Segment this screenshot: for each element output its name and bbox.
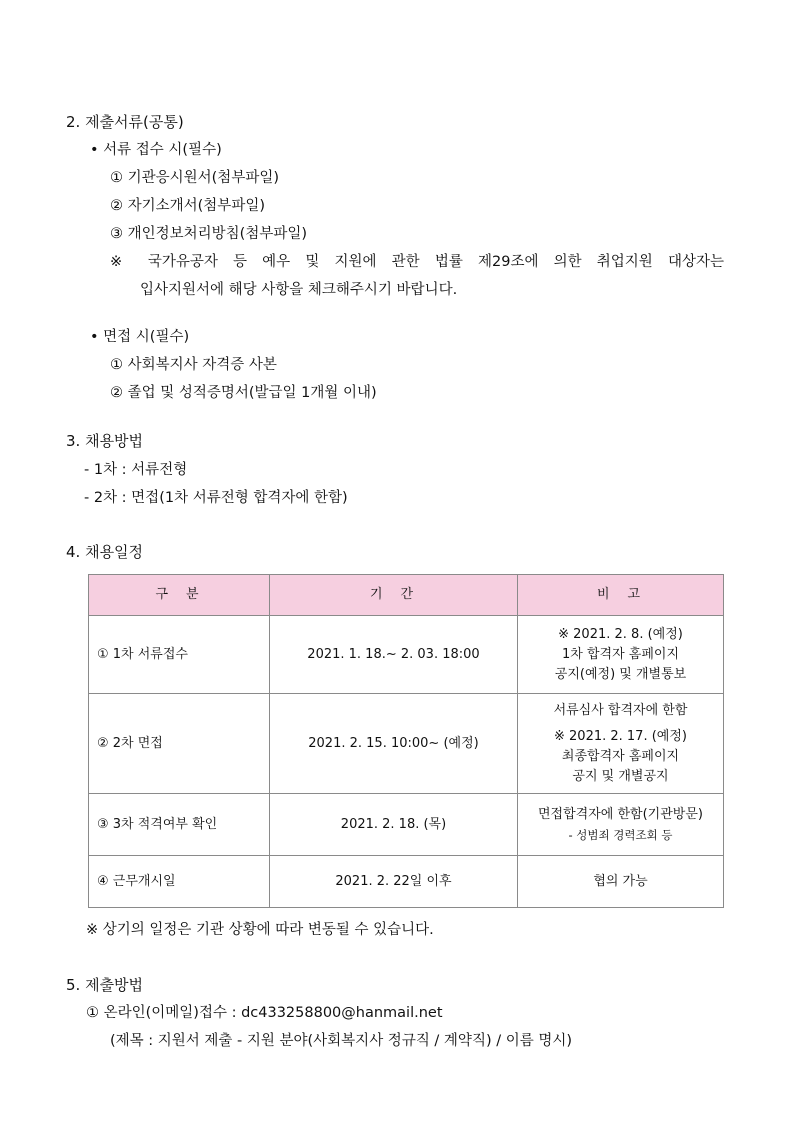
remark-line: 1차 합격자 홈페이지 [562,646,679,662]
step-cell: ② 2차 면접 [89,694,270,794]
section-5-heading: 5. 제출방법 [66,976,144,994]
remarks-cell [518,694,724,794]
remark-line: 협의 가능 [593,873,648,889]
list-item: ② 졸업 및 성적증명서(발급일 1개월 이내) [110,385,377,401]
list-item: - 1차 : 서류전형 [84,462,188,478]
remarks-cell [518,616,724,694]
column-header: 구분 [89,575,270,616]
remarks-cell [518,856,724,908]
period-cell: 2021. 2. 18. (목) [270,794,518,856]
online-submission-item: ① 온라인(이메일)접수 : dc433258800@hanmail.net [86,1005,443,1021]
period-cell: 2021. 2. 15. 10:00~ (예정) [270,694,518,794]
remark-line: ※ 2021. 2. 8. (예정) [558,626,683,642]
table-row [89,794,724,856]
period-cell: 2021. 2. 22일 이후 [270,856,518,908]
schedule-footnote: ※ 상기의 일정은 기관 상황에 따라 변동될 수 있습니다. [86,922,434,938]
step-cell: ① 1차 서류접수 [89,616,270,694]
remark-line: 면접합격자에 한함(기관방문) [538,806,703,822]
section-3-heading: 3. 채용방법 [66,432,144,450]
email-subject-instruction: (제목 : 지원서 제출 - 지원 분야(사회복지사 정규직 / 계약직) / 이름 명시) [110,1033,573,1049]
remark-line: ※ 2021. 2. 17. (예정) [554,728,687,744]
group-1-title: • 서류 접수 시(필수) [90,142,222,158]
period-cell: 2021. 1. 18.~ 2. 03. 18:00 [270,616,518,694]
table-row [89,694,724,794]
list-item: ② 자기소개서(첨부파일) [110,198,265,214]
remark-line: 최종합격자 홈페이지 [561,748,680,764]
note-line-2: 입사지원서에 해당 사항을 체크해주시기 바랍니다. [140,282,458,298]
list-item: ① 기관응시원서(첨부파일) [110,170,279,186]
section-2-heading: 2. 제출서류(공통) [66,113,184,131]
list-item: ① 사회복지사 자격증 사본 [110,357,277,373]
remark-line: 공지 및 개별공지 [572,768,669,784]
step-cell: ④ 근무개시일 [89,856,270,908]
section-4-heading: 4. 채용일정 [66,543,144,561]
list-item: ③ 개인정보처리방침(첨부파일) [110,226,308,242]
note-line-1: ※ 국가유공자 등 예우 및 지원에 관한 법률 제29조에 의한 취업지원 대상자는 [110,254,724,270]
group-2-title: • 면접 시(필수) [90,329,190,345]
table-row [89,616,724,694]
remarks-cell [518,794,724,856]
remark-line: 공지(예정) 및 개별통보 [554,666,687,682]
column-header: 기간 [270,575,518,616]
table-header-row [89,575,724,616]
schedule-table [88,574,724,908]
list-item: - 2차 : 면접(1차 서류전형 합격자에 한함) [84,490,348,506]
table-row [89,856,724,908]
remark-line: - 성범죄 경력조회 등 [568,827,673,842]
column-header: 비고 [518,575,724,616]
step-cell: ③ 3차 적격여부 확인 [89,794,270,856]
remark-line: 서류심사 합격자에 한함 [553,702,688,718]
